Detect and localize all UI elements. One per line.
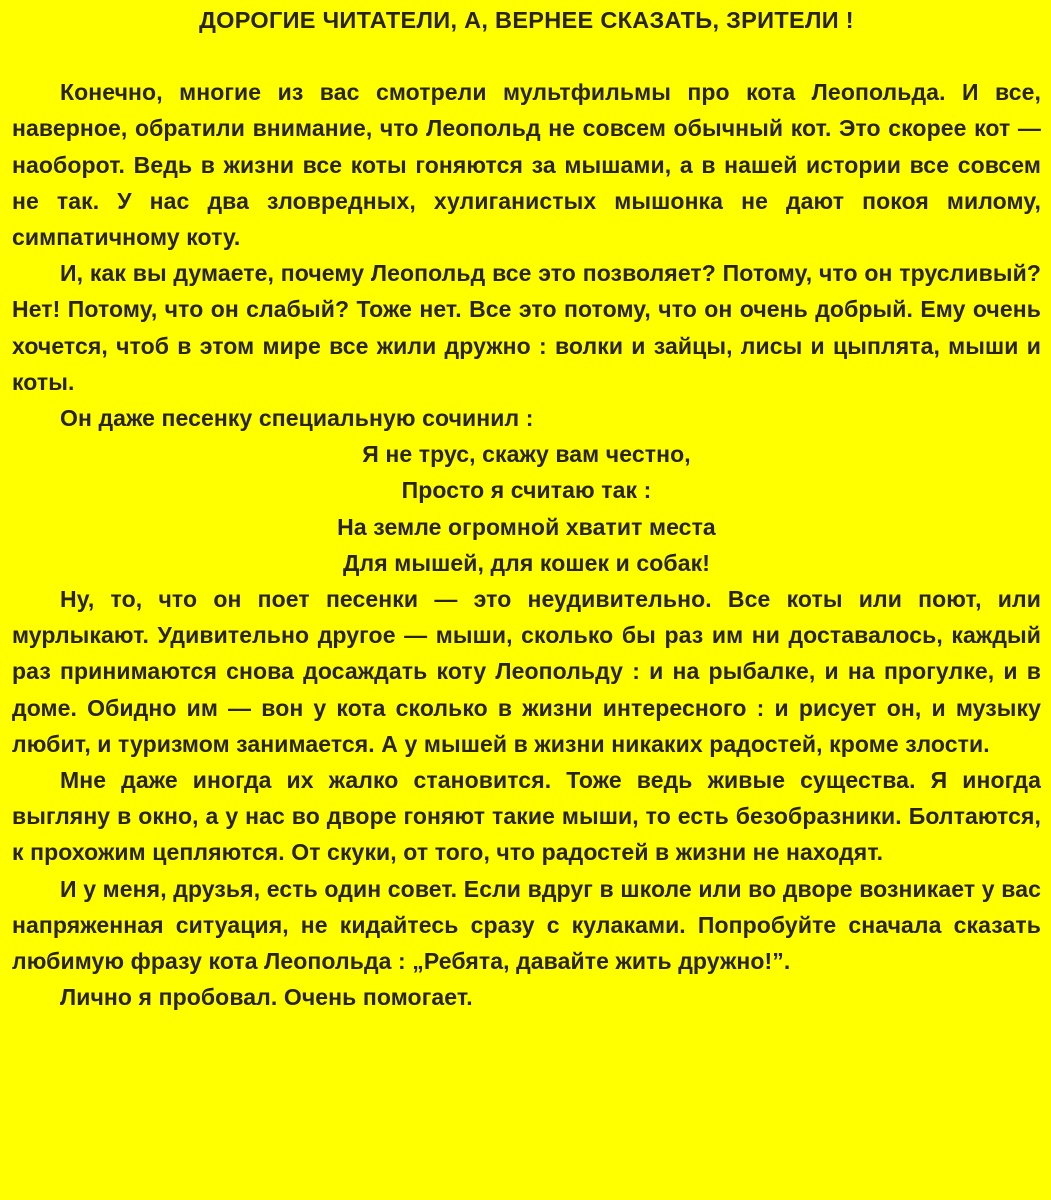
- paragraph-advice: И у меня, друзья, есть один совет. Если вдруг в школе или во дворе возникает у вас напряженная ситуация, не кидайтесь сразу с кулаками. Попробуйте сначала сказать любимую фразу кота Леопольда : „Ребята, давайте жить дружно!”.: [12, 875, 1041, 975]
- paragraph-intro: Конечно, многие из вас смотрели мультфильмы про кота Леопольда. И все, наверное, обратили внимание, что Леопольд не совсем обычный кот. Это скорее кот — наоборот. Ведь в жизни все коты гоняются за мышами, а в нашей истории все совсем не так. У нас два зловредных, хулиганистых мышонка не дают покоя милому, симпатичному коту.: [12, 79, 1041, 251]
- paragraph-mice: Ну, то, что он поет песенки — это неудивительно. Все коты или поют, или мурлыкают. Удивительно другое — мыши, сколько бы раз им ни доставалось, каждый раз принимаются снова досаждать коту Леопольду : и на рыбалке, и на прогулке, и в доме. Обидно им — вон у кота сколько в жизни интересного : и рисует он, и музыку любит, и туризмом занимается. А у мышей в жизни никаких радостей, кроме злости.: [12, 586, 1041, 757]
- page-title: ДОРОГИЕ ЧИТАТЕЛИ, А, ВЕРНЕЕ СКАЗАТЬ, ЗРИТЕЛИ !: [199, 7, 854, 33]
- paragraph-pity: Мне даже иногда их жалко становится. Тоже ведь живые существа. Я иногда выгляну в окно, а у нас во дворе гоняют такие мыши, то есть безобразники. Болтаются, к прохожим цепляются. От скуки, от того, что радостей в жизни не находят.: [12, 767, 1041, 866]
- verse-line: На земле огромной хватит места: [337, 513, 716, 540]
- verse-line: Для мышей, для кошек и собак!: [343, 549, 710, 576]
- song-verse: [12, 436, 1041, 581]
- verse-line: Просто я считаю так :: [401, 477, 652, 504]
- paragraph-why: И, как вы думаете, почему Леопольд все это позволяет? Потому, что он трусливый? Нет! Потому, что он слабый? Тоже нет. Все это потому, что он очень добрый. Ему очень хочется, чтоб в этом мире все жили дружно : волки и зайцы, лисы и цыплята, мыши и коты.: [12, 260, 1041, 395]
- paragraph-closing: Лично я пробовал. Очень помогает.: [60, 984, 473, 1011]
- paragraph-song-intro: Он даже песенку специальную сочинил :: [60, 405, 534, 432]
- verse-line: Я не трус, скажу вам честно,: [362, 441, 691, 468]
